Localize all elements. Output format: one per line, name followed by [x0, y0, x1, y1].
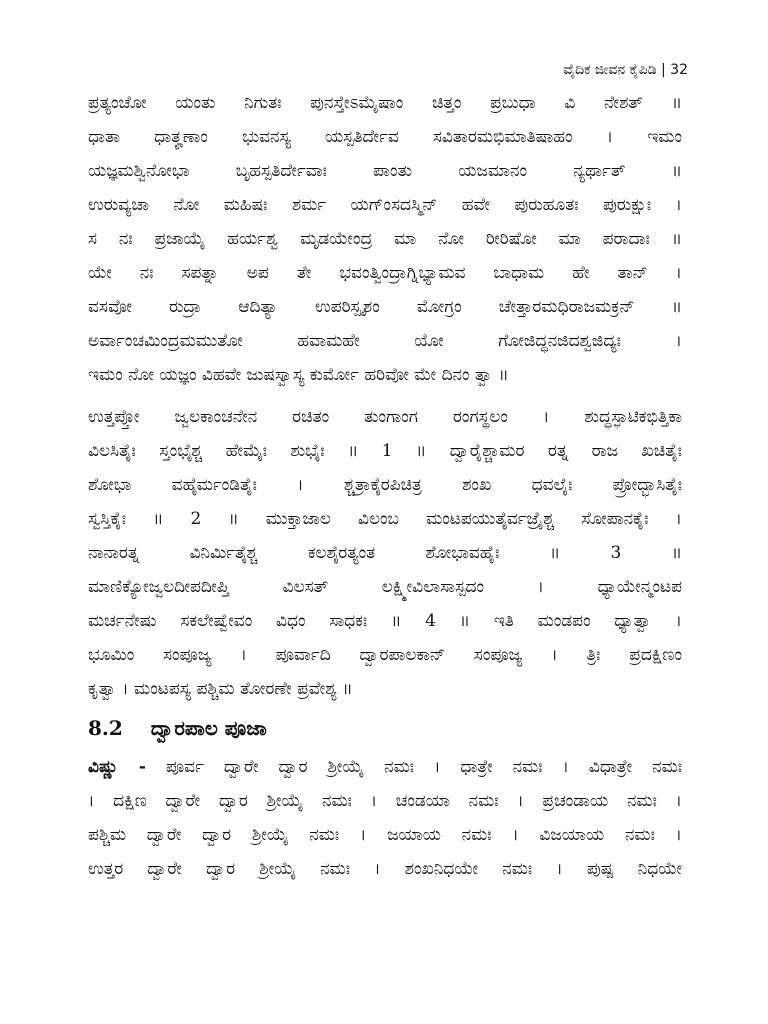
text-line — [88, 750, 682, 784]
text-line: ಉತ್ತರ ದ್ವಾರೇ ದ್ವಾರ ಶ್ರೀಯೈ ನಮಃ । ಶಂಖನಿಧಯೇ ನಮಃ । ಪುಷ್ಪ ನಿಧಯೇ — [88, 859, 682, 879]
text-line: ಯಜ್ಞಮಶ್ವಿನೋಭಾ ಬೃಹಸ್ಪತಿರ್ದೇವಾಃ ಪಾಂತು ಯಜಮಾನಂ ನ್ಯರ್ಥಾತ್ ॥ — [88, 161, 682, 181]
text-line: ಇಮಂ ನೋ ಯಜ್ಞಂ ವಿಹವೇ ಜುಷಸ್ವಾಸ್ಯ ಕುರ್ಮೋ ಹರಿವೋ ಮೇ ದಿನಂ ತ್ವಾ ॥ — [88, 365, 509, 385]
text-line: ಭೂಮಿಂ ಸಂಪೂಜ್ಯ । ಪೂರ್ವಾದಿ ದ್ವಾರಪಾಲಕಾನ್ ಸಂಪೂಜ್ಯ । ತ್ರಿಃ ಪ್ರದಕ್ಷಿಣಂ — [88, 645, 682, 665]
text-line: ಪ್ರತ್ಯಂಚೋ ಯಂತು ನಿಗುತಃ ಪುನಸ್ತೇಽಮೈಷಾಂ ಚಿತ್ತಂ ಪ್ರಬುಧಾ ವಿ ನೇಶತ್ ॥ — [88, 93, 682, 113]
section-number: 8.2 — [88, 716, 123, 740]
text-line: ವಸವೋ ರುದ್ರಾ ಆದಿತ್ಯಾ ಉಪರಿಸ್ಪೃಶಂ ಮೋಗ್ರಂ ಚೇತ್ತಾರಮಧಿರಾಜಮಕ್ರನ್ ॥ — [88, 297, 682, 317]
text-line: ಸ್ವಸ್ತಿಕೈಃ ॥ 2 ॥ ಮುಕ್ತಾಜಾಲ ವಿಲಂಬ ಮಂಟಪಯುತೈರ್ವಜ್ರೈಶ್ಚ ಸೋಪಾನಕೈಃ । — [88, 509, 682, 529]
section-title: ದ್ವಾರಪಾಲ ಪೂಜಾ — [150, 716, 267, 740]
lead-term: ವಿಷ್ಣು - — [88, 757, 146, 777]
section-heading — [88, 716, 267, 740]
text-span: ಪೂರ್ವ ದ್ವಾರೇ ದ್ವಾರ ಶ್ರೀಯೈ ನಮಃ । ಧಾತ್ರೇ ನಮಃ । ವಿಧಾತ್ರೇ ನಮಃ — [145, 757, 682, 777]
text-line: ಉರುವ್ಯಚಾ ನೋ ಮಹಿಷಃ ಶರ್ಮ ಯಗ್ಂಸದಸ್ಮಿನ್ ಹವೇ ಪುರುಹೂತಃ ಪುರುಕ್ಷುಃ । — [88, 195, 682, 215]
page-header: ವೈದಿಕ ಜೀವನ ಕೈಪಿಡಿ | 32 — [563, 62, 688, 78]
dvarapala-puja-block — [88, 750, 682, 886]
text-line: ಯೇ ನಃ ಸಪತ್ನಾ ಅಪ ತೇ ಭವಂತ್ವಿಂದ್ರಾಗ್ನಿಭ್ಯಾಮವ ಬಾಧಾಮ ಹೇ ತಾನ್ । — [88, 263, 682, 283]
text-line: ಉತ್ತಪ್ತೋ ಜ್ವಲಕಾಂಚನೇನ ರಚಿತಂ ತುಂಗಾಂಗ ರಂಗಸ್ಥಲಂ । ಶುದ್ಧಸ್ಫಾಟಿಕಭಿತ್ತಿಕಾ — [88, 407, 682, 427]
text-line: ಮರ್ಚನೇಷು ಸಕಲೇಷ್ವೇವಂ ವಿಧಂ ಸಾಧಕಃ ॥ 4 ॥ ಇತಿ ಮಂಡಪಂ ಧ್ಯಾತ್ವಾ । — [88, 611, 682, 631]
text-line: ಶೋಭಾ ವಹೈರ್ಮಂಡಿತೈಃ । ಶ್ಚತ್ರಾಕೈರಪಿಚಿತ್ರ ಶಂಖ ಧವಲೈಃ ಪ್ರೋದ್ಭಾಸಿತೈಃ — [88, 475, 682, 495]
text-line: ವಿಲಸಿತೈಃ ಸ್ತಂಭೈಶ್ಚ ಹೇಮೈಃ ಶುಭೈಃ ॥ 1 ॥ ದ್ವಾರೈಶ್ಚಾಮರ ರತ್ನ ರಾಜ ಖಚಿತೈಃ — [88, 441, 682, 461]
text-line: ಸ ನಃ ಪ್ರಜಾಯೈ ಹರ್ಯಶ್ವ ಮೃಡಯೇಂದ್ರ ಮಾ ನೋ ರೀರಿಷೋ ಮಾ ಪರಾದಾಃ ॥ — [88, 229, 682, 249]
text-line: ಮಾಣಿಕ್ಯೋಜ್ವಲದೀಪದೀಪ್ತಿ ವಿಲಸತ್ ಲಕ್ಷ್ಮೀವಿಲಾಸಾಸ್ಪದಂ । ಧ್ಯಾಯೇನ್ಮಂಟಪ — [88, 577, 682, 597]
text-line: ಅರ್ವಾಂಚಮಿಂದ್ರಮಮುತೋ ಹವಾಮಹೇ ಯೋ ಗೋಜಿದ್ಧನಜಿದಶ್ವಜಿದ್ಯಃ । — [88, 331, 682, 351]
text-line: ಪಶ್ಚಿಮ ದ್ವಾರೇ ದ್ವಾರ ಶ್ರೀಯೈ ನಮಃ । ಜಯಾಯ ನಮಃ । ವಿಜಯಾಯ ನಮಃ । — [88, 825, 682, 845]
text-line: ಕೃತ್ವಾ । ಮಂಟಪಸ್ಯ ಪಶ್ಚಿಮ ತೋರಣೇ ಪ್ರವೇಶ್ಯ ॥ — [88, 679, 353, 699]
text-line: । ದಕ್ಷಿಣ ದ್ವಾರೇ ದ್ವಾರ ಶ್ರೀಯೈ ನಮಃ । ಚಂಡಯಾ ನಮಃ । ಪ್ರಚಂಡಾಯ ನಮಃ । — [88, 791, 682, 811]
text-line: ಧಾತಾ ಧಾತೄಣಾಂ ಭುವನಸ್ಯ ಯಸ್ಪತಿರ್ದೇವ ಸವಿತಾರಮಭಿಮಾತಿಷಾಹಂ । ಇಮಂ — [88, 127, 682, 147]
mandapa-dhyana-block — [88, 400, 682, 706]
mantra-block — [88, 86, 682, 392]
text-line: ನಾನಾರತ್ನ ವಿನಿರ್ಮಿತೈಶ್ಚ ಕಲಶೈರತ್ಯಂತ ಶೋಭಾವಹೈಃ ॥ 3 ॥ — [88, 543, 682, 563]
